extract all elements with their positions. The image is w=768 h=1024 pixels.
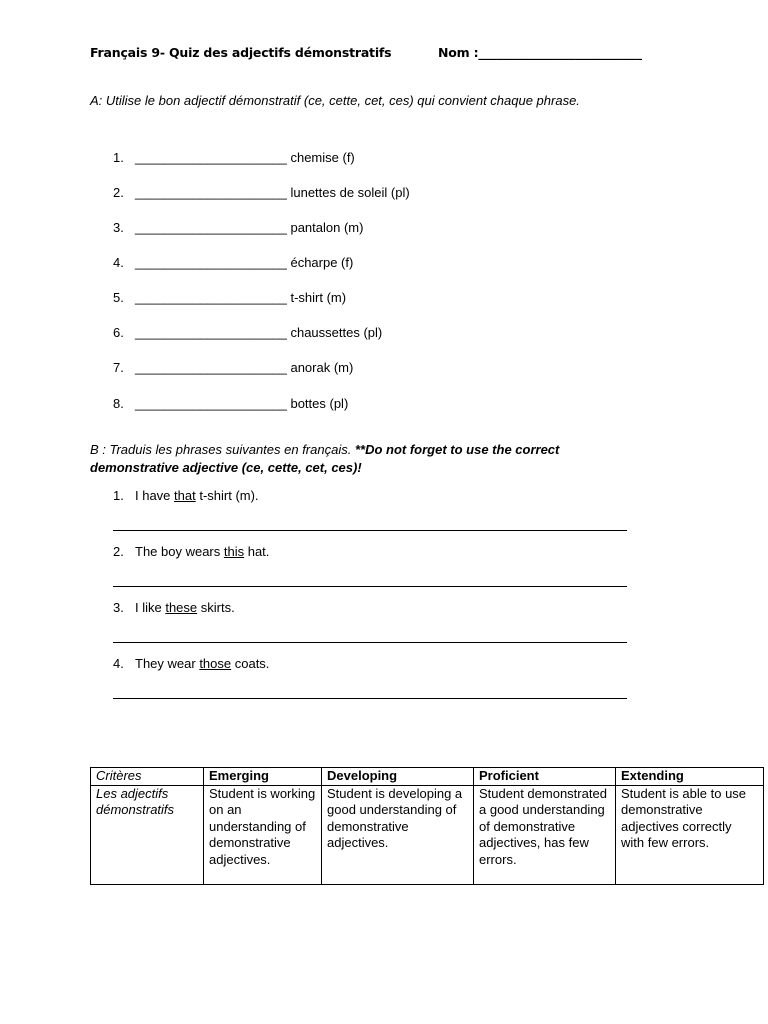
underlined-word: those (199, 656, 232, 671)
answer-line[interactable] (113, 642, 627, 643)
answer-blank: _____________________ (135, 150, 287, 165)
answer-blank: _____________________ (135, 255, 287, 270)
underlined-word: these (165, 600, 198, 615)
section-a-item (113, 324, 382, 342)
sentence-end: t-shirt (m). (195, 488, 259, 503)
quiz-title: Français 9- Quiz des adjectifs démonstratifs (90, 45, 392, 60)
item-number: 3. (113, 220, 124, 235)
item-number: 2. (113, 544, 124, 559)
section-a-item (113, 254, 353, 272)
answer-line[interactable] (113, 586, 627, 587)
item-text: pantalon (m) (290, 220, 364, 235)
answer-line[interactable] (113, 530, 627, 531)
item-text: anorak (m) (290, 360, 354, 375)
item-text: t-shirt (m) (290, 290, 347, 305)
section-a-item (113, 359, 353, 377)
item-number: 5. (113, 290, 124, 305)
item-text: écharpe (f) (290, 255, 354, 270)
section-b-item (113, 599, 235, 617)
underlined-word: that (174, 488, 196, 503)
sentence-start: The boy wears (135, 544, 224, 559)
rubric-row (91, 785, 764, 884)
section-a-item (113, 289, 346, 307)
answer-line[interactable] (113, 698, 627, 699)
answer-blank: _____________________ (135, 325, 287, 340)
rubric-cell-criteria: Les adjectifs démonstratifs (91, 785, 204, 884)
item-number: 7. (113, 360, 124, 375)
sentence-end: skirts. (197, 600, 235, 615)
item-number: 6. (113, 325, 124, 340)
rubric-header-proficient: Proficient (474, 768, 616, 786)
section-b-item (113, 655, 269, 673)
answer-blank: _____________________ (135, 185, 287, 200)
rubric-cell-extending: Student is able to use demonstrative adjectives correctly with few errors. (616, 785, 764, 884)
section-a-item (113, 149, 355, 167)
quiz-header (90, 45, 690, 65)
section-a-item (113, 184, 410, 202)
sentence-end: coats. (231, 656, 270, 671)
sentence-start: I have (135, 488, 175, 503)
section-b-instruction-text: B : Traduis les phrases suivantes en français. (90, 442, 355, 457)
rubric-table (90, 767, 764, 885)
item-text: chaussettes (pl) (290, 325, 383, 340)
item-number: 4. (113, 656, 124, 671)
section-b-instruction (90, 441, 650, 477)
answer-blank: _____________________ (135, 360, 287, 375)
rubric-cell-emerging: Student is working on an understanding of demonstrative adjectives. (204, 785, 322, 884)
item-number: 2. (113, 185, 124, 200)
item-text: bottes (pl) (290, 396, 349, 411)
section-a-item (113, 395, 348, 413)
answer-blank: _____________________ (135, 396, 287, 411)
item-number: 8. (113, 396, 124, 411)
name-field-label: Nom :___________________________ (438, 45, 642, 60)
section-b-instruction-bold: **Do not forget to use the correct demonstrative adjective (ce, cette, cet, ces)! (90, 442, 560, 475)
item-text: chemise (f) (290, 150, 355, 165)
item-number: 4. (113, 255, 124, 270)
answer-blank: _____________________ (135, 220, 287, 235)
sentence-start: I like (135, 600, 166, 615)
section-a-item (113, 219, 363, 237)
rubric-cell-developing: Student is developing a good understanding of demonstrative adjectives. (322, 785, 474, 884)
sentence-end: hat. (244, 544, 270, 559)
section-b-item (113, 487, 259, 505)
item-text: lunettes de soleil (pl) (290, 185, 410, 200)
rubric-header-criteria: Critères (91, 768, 204, 786)
underlined-word: this (223, 544, 245, 559)
sentence-start: They wear (135, 656, 200, 671)
rubric-header-row (91, 768, 764, 786)
rubric-header-developing: Developing (322, 768, 474, 786)
rubric-cell-proficient: Student demonstrated a good understanding of demonstrative adjectives, has few errors. (474, 785, 616, 884)
section-b-item (113, 543, 269, 561)
item-number: 1. (113, 150, 124, 165)
rubric-header-extending: Extending (616, 768, 764, 786)
section-a-instruction: A: Utilise le bon adjectif démonstratif (ce, cette, cet, ces) qui convient chaque phrase. (90, 93, 580, 108)
item-number: 1. (113, 488, 124, 503)
item-number: 3. (113, 600, 124, 615)
rubric-header-emerging: Emerging (204, 768, 322, 786)
answer-blank: _____________________ (135, 290, 287, 305)
